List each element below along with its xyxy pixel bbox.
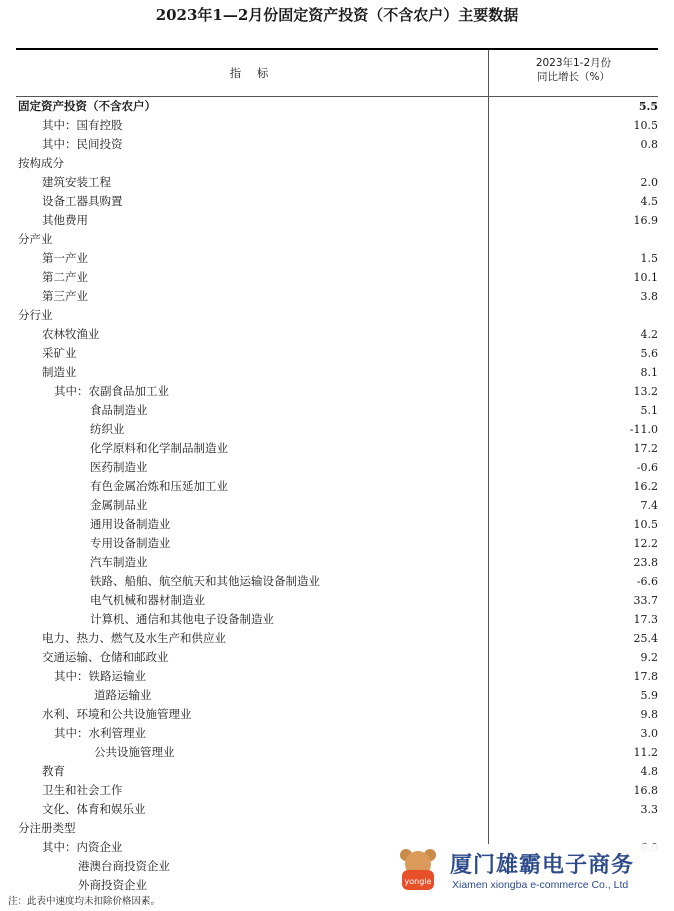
row-value: 10.5 bbox=[633, 119, 658, 132]
row-value bbox=[538, 230, 658, 249]
row-label: 其中：内资企业 bbox=[42, 840, 123, 854]
row-value: 17.2 bbox=[633, 442, 658, 455]
watermark bbox=[380, 844, 674, 896]
row-label: 固定资产投资（不含农户） bbox=[18, 99, 156, 113]
watermark-title: 厦门雄霸电子商务 bbox=[450, 853, 635, 878]
row-value: 5.1 bbox=[640, 404, 658, 417]
header-growth-line1: 2023年1-2月份 bbox=[535, 57, 612, 69]
row-label: 港澳台商投资企业 bbox=[78, 859, 170, 873]
row-label: 电气机械和器材制造业 bbox=[90, 593, 205, 607]
row-value: 16.9 bbox=[633, 214, 658, 227]
row-value bbox=[538, 154, 658, 173]
table-row bbox=[16, 667, 658, 686]
table-row bbox=[16, 610, 658, 629]
row-value: 12.2 bbox=[633, 537, 658, 550]
row-label: 第二产业 bbox=[42, 270, 88, 284]
table-row bbox=[16, 705, 658, 724]
row-value: 3.8 bbox=[640, 290, 658, 303]
table-row bbox=[16, 135, 658, 154]
table-row bbox=[16, 363, 658, 382]
table-row bbox=[16, 268, 658, 287]
row-value: 16.2 bbox=[633, 480, 658, 493]
table-row bbox=[16, 306, 658, 325]
row-value: 3.3 bbox=[640, 803, 658, 816]
table-row bbox=[16, 439, 658, 458]
row-value: 9.8 bbox=[640, 708, 658, 721]
table-row bbox=[16, 743, 658, 762]
table-row bbox=[16, 97, 658, 116]
table-body bbox=[16, 97, 658, 895]
header-growth-line2: 同比增长（%） bbox=[537, 71, 610, 83]
row-value: 0.8 bbox=[640, 138, 658, 151]
row-label: 计算机、通信和其他电子设备制造业 bbox=[90, 612, 274, 626]
table-row bbox=[16, 325, 658, 344]
table-row bbox=[16, 420, 658, 439]
row-value: 7.4 bbox=[640, 499, 658, 512]
table-row bbox=[16, 458, 658, 477]
row-label: 食品制造业 bbox=[90, 403, 148, 417]
row-label: 第一产业 bbox=[42, 251, 88, 265]
row-value: 5.9 bbox=[640, 689, 658, 702]
row-value: -6.6 bbox=[636, 575, 658, 588]
data-table bbox=[16, 48, 658, 896]
logo-lettering: yongle bbox=[404, 877, 432, 886]
table-header bbox=[16, 50, 658, 97]
row-label: 教育 bbox=[42, 764, 65, 778]
table-row bbox=[16, 724, 658, 743]
row-label: 卫生和社会工作 bbox=[42, 783, 123, 797]
table-row bbox=[16, 249, 658, 268]
header-indicator: 指 标 bbox=[229, 66, 275, 80]
row-value: 2.0 bbox=[640, 176, 658, 189]
row-value: 17.8 bbox=[633, 670, 658, 683]
table-row bbox=[16, 344, 658, 363]
row-label: 铁路、船舶、航空航天和其他运输设备制造业 bbox=[90, 574, 320, 588]
row-label: 有色金属冶炼和压延加工业 bbox=[90, 479, 228, 493]
row-label: 水利、环境和公共设施管理业 bbox=[42, 707, 192, 721]
watermark-subtitle: Xiamen xiongba e-commerce Co., Ltd bbox=[452, 879, 629, 891]
row-label: 建筑安装工程 bbox=[42, 175, 111, 189]
table-row bbox=[16, 819, 658, 838]
row-value: 4.5 bbox=[640, 195, 658, 208]
table-row bbox=[16, 515, 658, 534]
row-label: 公共设施管理业 bbox=[94, 745, 175, 759]
row-label: 金属制品业 bbox=[90, 498, 148, 512]
row-label: 分行业 bbox=[18, 308, 53, 322]
table-row bbox=[16, 572, 658, 591]
row-label: 农林牧渔业 bbox=[42, 327, 100, 341]
row-label: 其中：铁路运输业 bbox=[54, 669, 146, 683]
row-value: 10.5 bbox=[633, 518, 658, 531]
row-value: 8.1 bbox=[640, 366, 658, 379]
row-label: 外商投资企业 bbox=[78, 878, 147, 892]
row-value: -0.6 bbox=[636, 461, 658, 474]
table-row bbox=[16, 781, 658, 800]
row-label: 设备工器具购置 bbox=[42, 194, 123, 208]
row-value: 5.5 bbox=[638, 100, 658, 113]
row-label: 分注册类型 bbox=[18, 821, 76, 835]
row-label: 纺织业 bbox=[90, 422, 125, 436]
row-label: 按构成分 bbox=[18, 156, 64, 170]
row-value bbox=[538, 819, 658, 838]
row-value: 10.1 bbox=[633, 271, 658, 284]
row-value: 13.2 bbox=[633, 385, 658, 398]
table-row bbox=[16, 762, 658, 781]
table-row bbox=[16, 382, 658, 401]
row-label: 汽车制造业 bbox=[90, 555, 148, 569]
table-row bbox=[16, 401, 658, 420]
row-label: 文化、体育和娱乐业 bbox=[42, 802, 146, 816]
row-label: 化学原料和化学制品制造业 bbox=[90, 441, 228, 455]
row-value: 5.6 bbox=[640, 347, 658, 360]
row-value: -11.0 bbox=[629, 423, 658, 436]
row-value: 33.7 bbox=[633, 594, 658, 607]
table-row bbox=[16, 591, 658, 610]
table-row bbox=[16, 230, 658, 249]
row-value: 11.2 bbox=[633, 746, 658, 759]
row-value bbox=[538, 306, 658, 325]
table-row bbox=[16, 496, 658, 515]
table-row bbox=[16, 287, 658, 306]
row-label: 分产业 bbox=[18, 232, 53, 246]
row-value: 3.0 bbox=[640, 727, 658, 740]
row-value: 17.3 bbox=[633, 613, 658, 626]
table-row bbox=[16, 629, 658, 648]
row-label: 交通运输、仓储和邮政业 bbox=[42, 650, 169, 664]
table-row bbox=[16, 534, 658, 553]
row-label: 其中：水利管理业 bbox=[54, 726, 146, 740]
table-row bbox=[16, 477, 658, 496]
table-row bbox=[16, 116, 658, 135]
row-value: 1.5 bbox=[640, 252, 658, 265]
row-value: 4.2 bbox=[640, 328, 658, 341]
header-growth bbox=[489, 56, 658, 84]
table-row bbox=[16, 173, 658, 192]
table-row bbox=[16, 211, 658, 230]
footnote: 注：此表中速度均未扣除价格因素。 bbox=[8, 896, 161, 907]
row-label: 采矿业 bbox=[42, 346, 77, 360]
row-label: 制造业 bbox=[42, 365, 77, 379]
page-title: 2023年1—2月份固定资产投资（不含农户）主要数据 bbox=[155, 6, 519, 24]
row-value: 9.2 bbox=[640, 651, 658, 664]
table-row bbox=[16, 800, 658, 819]
table-row bbox=[16, 154, 658, 173]
row-label: 第三产业 bbox=[42, 289, 88, 303]
table-row bbox=[16, 648, 658, 667]
row-label: 通用设备制造业 bbox=[90, 517, 171, 531]
row-label: 其中：国有控股 bbox=[42, 118, 123, 132]
row-value: 4.8 bbox=[640, 765, 658, 778]
row-label: 其他费用 bbox=[42, 213, 88, 227]
row-label: 医药制造业 bbox=[90, 460, 148, 474]
row-label: 其中：农副食品加工业 bbox=[54, 384, 169, 398]
table-row bbox=[16, 192, 658, 211]
row-label: 专用设备制造业 bbox=[90, 536, 171, 550]
row-label: 其中：民间投资 bbox=[42, 137, 123, 151]
row-value: 25.4 bbox=[633, 632, 658, 645]
row-value: 16.8 bbox=[633, 784, 658, 797]
table-row bbox=[16, 686, 658, 705]
row-label: 电力、热力、燃气及水生产和供应业 bbox=[42, 631, 226, 645]
table-row bbox=[16, 553, 658, 572]
row-label: 道路运输业 bbox=[94, 688, 152, 702]
mascot-logo-icon bbox=[392, 846, 444, 898]
row-value: 23.8 bbox=[633, 556, 658, 569]
